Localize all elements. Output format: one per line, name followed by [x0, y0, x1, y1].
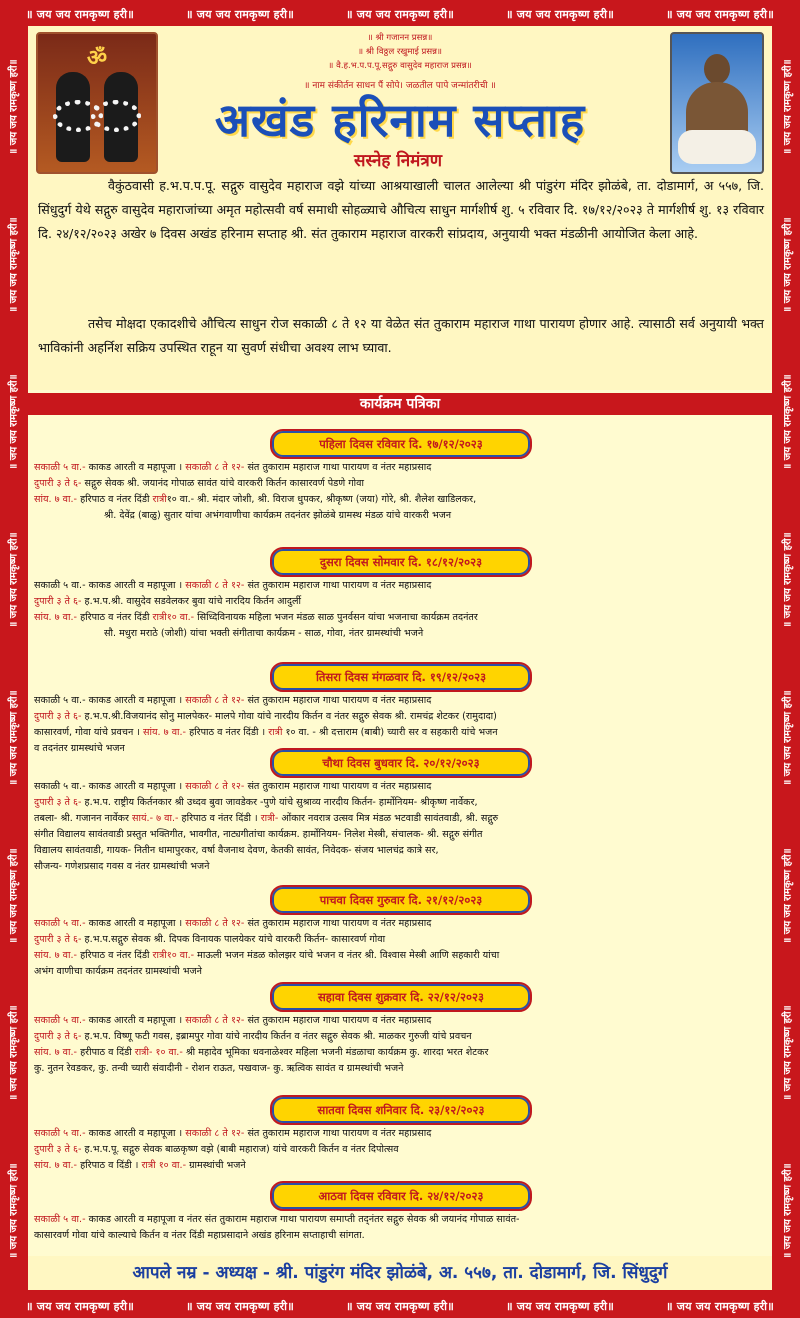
schedule-heading: कार्यक्रम पत्रिका — [28, 393, 772, 415]
schedule-line — [34, 1013, 770, 1029]
left-border-strip — [0, 28, 26, 1290]
event-text: संत तुकाराम महाराज गाथा पारायण व नंतर महाप्रसाद — [244, 462, 432, 473]
event-text: व तदनंतर ग्रामस्थांचे भजन — [34, 743, 125, 754]
time-label: सांय. ७ वा.- — [34, 494, 78, 505]
time-label: रात्री- — [260, 813, 279, 824]
event-text: ह.भ.प.श्री. वासुदेव सडवेलकर बुवा यांचे नारदिय किर्तन आदुर्ली — [81, 596, 301, 607]
event-text: ह.भ.प. विष्णू फटी गवस, इब्रामपुर गोवा यांचे नारदीय किर्तन व नंतर सद्गुरु सेवक श्री. माळकर गुरुजी यांचे प्रवचन — [81, 1031, 472, 1042]
border-chant: ॥ जय जय रामकृष्ण हरी॥ — [783, 1005, 795, 1101]
day-schedule — [34, 779, 770, 875]
border-chant: ॥ जय जय रामकृष्ण हरी॥ — [783, 848, 795, 944]
day-heading-pill: तिसरा दिवस मंगळवार दि. १९/१२/२०२३ — [270, 662, 532, 692]
page-title: अखंड हरिनाम सप्ताह — [214, 93, 586, 147]
time-label: दुपारी ३ ते ६- — [34, 797, 82, 808]
day-heading-pill: सहावा दिवस शुक्रवार दि. २२/१२/२०२३ — [270, 982, 532, 1012]
time-label: सकाळी ८ ते १२- — [185, 1128, 245, 1139]
event-text: कासारवर्ण, गोवा यांचे प्रवचन । — [34, 727, 144, 738]
schedule-line — [34, 693, 770, 709]
day-schedule — [34, 578, 770, 642]
guru-head — [704, 54, 730, 84]
blessing-line-1: ॥ श्री गजानन प्रसन्न॥ — [367, 33, 433, 43]
schedule-line — [34, 1228, 770, 1244]
time-label: रात्री१० वा.- — [152, 612, 195, 623]
day-heading-pill: दुसरा दिवस सोमवार दि. १८/१२/२०२३ — [270, 547, 532, 577]
header-section — [28, 26, 772, 390]
schedule-line — [34, 1061, 770, 1077]
time-label: सकाळी ८ ते १२- — [185, 462, 245, 473]
border-chant: ॥ जय जय रामकृष्ण हरी॥ — [783, 690, 795, 786]
border-chant: ॥ जय जय रामकृष्ण हरी॥ — [9, 532, 21, 628]
day-heading-pill: पाचवा दिवस गुरुवार दि. २१/१२/२०२३ — [270, 885, 532, 915]
event-text: हरिपाठ व नंतर दिंडी — [77, 494, 153, 505]
invitation-panel — [28, 26, 772, 1290]
time-label: सकाळी ८ ते १२- — [185, 695, 245, 706]
om-symbol: ॐ — [86, 46, 108, 71]
time-label: दुपारी ३ ते ६- — [34, 1031, 82, 1042]
schedule-line — [34, 508, 770, 524]
schedule-line — [34, 492, 770, 508]
time-label: दुपारी ३ ते ६- — [34, 596, 82, 607]
event-text: कासारवर्ण गोवा यांचे काल्याचे किर्तन व नंतर दिंडी महाप्रसादाने अखंड हरिनाम सप्ताहाची सांगता. — [34, 1230, 365, 1241]
border-chant: ॥ जय जय रामकृष्ण हरी॥ — [25, 1300, 135, 1313]
border-chant: ॥ जय जय रामकृष्ण हरी॥ — [185, 1300, 295, 1313]
time-label: दुपारी ३ ते ६- — [34, 711, 82, 722]
event-text: १० वा.- श्री. मंदार जोशी, श्री. विराज धुपकर, श्रीकृष्ण (जया) गोरे, श्री. शैलेश खाडिलकर, — [166, 494, 477, 505]
guru-cloth — [678, 130, 756, 164]
event-text: संत तुकाराम महाराज गाथा पारायण व नंतर महाप्रसाद — [244, 580, 432, 591]
event-text: काकड आरती व महापूजा । — [85, 1128, 186, 1139]
event-text: काकड आरती व महापूजा व नंतर संत तुकाराम महाराज गाथा पारायण समाप्ती तद्नंतर सद्गुरु सेवक श्री जयानंद गोपाळ सावंत- — [85, 1214, 520, 1225]
time-label: दुपारी ३ ते ६- — [34, 934, 82, 945]
schedule-line — [34, 1142, 770, 1158]
border-chant: ॥ जय जय रामकृष्ण हरी॥ — [9, 59, 21, 155]
blessing-line-3: ॥ वै.ह.भ.प.प.पू.सद्गुरु वासुदेव महाराज प्रसन्न॥ — [328, 61, 472, 71]
schedule-line — [34, 1158, 770, 1174]
border-chant: ॥ जय जय रामकृष्ण हरी॥ — [25, 8, 135, 21]
schedule-line — [34, 843, 770, 859]
schedule-line — [34, 610, 770, 626]
schedule-line — [34, 779, 770, 795]
event-text: काकड आरती व महापूजा । — [85, 580, 186, 591]
schedule-line — [34, 1212, 770, 1228]
event-text: श्री. देवेंद्र (बाळु) सुतार यांचा अभंगवाणीचा कार्यक्रम तदनंतर झोळंबे ग्रामस्थ मंडळ यांचे वारकरी भजन — [104, 510, 452, 521]
day-heading-pill: चौथा दिवस बुधवार दि. २०/१२/२०२३ — [270, 748, 532, 778]
time-label: रात्री १० वा.- — [141, 1160, 187, 1171]
schedule-line — [34, 932, 770, 948]
time-label: सकाळी ५ वा.- — [34, 1128, 86, 1139]
schedule-line — [34, 916, 770, 932]
event-text: काकड आरती व महापूजा । — [85, 781, 186, 792]
event-text: ओंकार नवरात्र उत्सव मित्र मंडळ भटवाडी सावंतवाडी, श्री. सद्गुरु — [278, 813, 499, 824]
time-label: सकाळी ८ ते १२- — [185, 781, 245, 792]
schedule-line — [34, 859, 770, 875]
schedule-line — [34, 1029, 770, 1045]
border-chant: ॥ जय जय रामकृष्ण हरी॥ — [783, 532, 795, 628]
event-text: हरिपाठ व नंतर दिंडी । — [186, 727, 269, 738]
time-label: सकाळी ५ वा.- — [34, 1015, 86, 1026]
border-chant: ॥ जय जय रामकृष्ण हरी॥ — [783, 374, 795, 470]
border-chant: ॥ जय जय रामकृष्ण हरी॥ — [783, 217, 795, 313]
bottom-border-strip — [0, 1299, 800, 1314]
event-text: ह.भ.प.श्री.विजयानंद सोनु मालपेकर- मालपे गोवा यांचे नारदीय किर्तन व नंतर सद्गुरु सेवक श्री. रामचंद्र शेटकर (रामुदादा) — [81, 711, 497, 722]
border-chant: ॥ जय जय रामकृष्ण हरी॥ — [9, 217, 21, 313]
right-border-strip — [774, 28, 800, 1290]
schedule-line — [34, 578, 770, 594]
schedule-line — [34, 1045, 770, 1061]
border-chant: ॥ जय जय रामकृष्ण हरी॥ — [9, 1005, 21, 1101]
border-chant: ॥ जय जय रामकृष्ण हरी॥ — [9, 848, 21, 944]
time-label: सकाळी ५ वा.- — [34, 462, 86, 473]
schedule-line — [34, 795, 770, 811]
border-chant: ॥ जय जय रामकृष्ण हरी॥ — [185, 8, 295, 21]
blessing-line-2: ॥ श्री विठ्ठल रखुमाई प्रसन्न॥ — [357, 47, 443, 57]
event-text: संगीत विद्यालय सावंतवाडी प्रस्तुत भक्तिगीत, भावगीत, नाट्यगीतांचा कार्यक्रम. हार्मोनियम- निलेश मेस्त्री, संचालक- श्री. सद्गुरु संगीत — [34, 829, 483, 840]
border-chant: ॥ जय जय रामकृष्ण हरी॥ — [783, 59, 795, 155]
garland-decoration — [91, 100, 141, 132]
event-text: हरिपाठ व नंतर दिंडी — [77, 950, 153, 961]
event-text: सौजन्य- गणेशप्रसाद गवस व नंतर ग्रामस्थांची भजने — [34, 861, 210, 872]
event-text: सकाळी ५ वा.- — [34, 695, 86, 706]
schedule-line — [34, 827, 770, 843]
event-text: सद्गुरु सेवक श्री. जयानंद गोपाळ सावंत यांचे वारकरी किर्तन कासारवर्ण पेडणे गोवा — [81, 478, 364, 489]
event-text: तबला- श्री. गजानन नार्वेकर — [34, 813, 133, 824]
schedule-line — [34, 626, 770, 642]
day-schedule — [34, 1212, 770, 1244]
border-chant: ॥ जय जय रामकृष्ण हरी॥ — [505, 8, 615, 21]
event-text: सिध्दिविनायक महिला भजन मंडळ साळ पुनर्वसन यांचा भजनाचा कार्यक्रम तदनंतर — [194, 612, 478, 623]
schedule-line — [34, 964, 770, 980]
schedule-line — [34, 594, 770, 610]
top-border-strip — [0, 7, 800, 22]
schedule-line — [34, 709, 770, 725]
border-chant: ॥ जय जय रामकृष्ण हरी॥ — [9, 1163, 21, 1259]
event-text: १० वा. - श्री दत्ताराम (बाबी) च्यारी सर व सहकारी यांचे भजन — [282, 727, 498, 738]
border-chant: ॥ जय जय रामकृष्ण हरी॥ — [505, 1300, 615, 1313]
intro-paragraph-2: तसेच मोक्षदा एकादशीचे औचित्य साधुन रोज सकाळी ८ ते १२ या वेळेत संत तुकाराम महाराज गाथा पारायण होणार आहे. त्यासाठी सर्व अनुयायी भक्त भाविकांनी अहर्निश सक्रिय उपस्थित राहून या सुवर्ण संधीचा अवश्य लाभ घ्यावा. — [38, 316, 764, 355]
border-chant: ॥ जय जय रामकृष्ण हरी॥ — [345, 1300, 455, 1313]
event-text: हरिपाठ व नंतर दिंडी । — [178, 813, 261, 824]
time-label: सकाळी ५ वा.- — [34, 918, 86, 929]
event-text: हरिपाठ व नंतर दिंडी — [77, 612, 153, 623]
day-schedule — [34, 916, 770, 980]
event-text: ह.भ.प. राष्ट्रीय किर्तनकार श्री उध्दव बुवा जावडेकर -पुणे यांचे सुश्राव्य नारदीय किर्तन- हार्मोनियम- श्रीकृष्ण नार्वेकर, — [81, 797, 478, 808]
schedule-line — [34, 1126, 770, 1142]
time-label: सकाळी ८ ते १२- — [185, 1015, 245, 1026]
event-text: माऊली भजन मंडळ कोलझर यांचे भजन व नंतर श्री. विश्वास मेस्त्री आणि सहकारी यांचा — [194, 950, 500, 961]
event-text: काकड आरती व महापूजा । — [85, 695, 186, 706]
day-schedule — [34, 1013, 770, 1077]
border-chant: ॥ जय जय रामकृष्ण हरी॥ — [665, 1300, 775, 1313]
event-text: ह.भ.प.पू. सद्गुरु सेवक बाळकृष्ण वझे (बाबी महाराज) यांचे वारकरी किर्तन व नंतर दिपोत्सव — [81, 1144, 399, 1155]
time-label: सकाळी ५ वा.- — [34, 1214, 86, 1225]
event-text: संत तुकाराम महाराज गाथा पारायण व नंतर महाप्रसाद — [244, 695, 432, 706]
guru-photo — [670, 32, 764, 174]
event-text: संत तुकाराम महाराज गाथा पारायण व नंतर महाप्रसाद — [244, 1128, 432, 1139]
event-text: काकड आरती व महापूजा । — [85, 1015, 186, 1026]
event-text: श्री महादेव भूमिका धवनाळेश्वर महिला भजनी मंडळाचा कार्यक्रम कु. शारदा भरत शेटकर — [182, 1047, 489, 1058]
deity-photo — [36, 32, 158, 174]
time-label: सांय. ७ वा.- — [34, 612, 78, 623]
schedule-line — [34, 476, 770, 492]
event-text: अभंग वाणीचा कार्यक्रम तदनंतर ग्रामस्थांची भजने — [34, 966, 202, 977]
intro-paragraph-1: वैकुंठवासी ह.भ.प.प.पू. सद्गुरु वासुदेव महाराज वझे यांच्या आश्रयाखाली चालत आलेल्या श्री पांडुरंग मंदिर झोळंबे, ता. दोडामार्ग, अ ५५७, जि. सिंधुदुर्ग येथे सद्गुरु वासुदेव महाराजांच्या अमृत महोत्सवी वर्ष समाधी सोहळ्याचे औचित्य साधुन मार्गशीर्ष शु. ५ रविवार दि. १७/१२/२०२३ ते मार्गशीर्ष शु. १३ रविवार दि. २४/१२/२०२३ अखेर ७ दिवस अखंड हरिनाम सप्ताह श्री. संत तुकाराम महाराज वारकरी सांप्रदाय, अनुयायी भक्त मंडळीनी आयोजित केला आहे. — [38, 178, 764, 241]
event-text: संत तुकाराम महाराज गाथा पारायण व नंतर महाप्रसाद — [244, 781, 432, 792]
footer-signature: आपले नम्र - अध्यक्ष - श्री. पांडुरंग मंदिर झोळंबे, अ. ५५७, ता. दोडामार्ग, जि. सिंधुदुर्ग — [28, 1256, 772, 1290]
border-chant: ॥ जय जय रामकृष्ण हरी॥ — [783, 1163, 795, 1259]
event-text: हरिपाठ व दिंडी । — [77, 1160, 142, 1171]
schedule-line — [34, 725, 770, 741]
time-label: सांय. ७ वा.- — [143, 727, 187, 738]
time-label: रात्री — [152, 494, 167, 505]
time-label: सांय. ७ वा.- — [34, 950, 78, 961]
border-chant: ॥ जय जय रामकृष्ण हरी॥ — [665, 8, 775, 21]
time-label: सकाळी ८ ते १२- — [185, 580, 245, 591]
event-text: सौ. मधुरा मराठे (जोशी) यांचा भक्ती संगीताचा कार्यक्रम - साळ, गोवा, नंतर ग्रामस्थांची भजने — [104, 628, 424, 639]
time-label: सकाळी ८ ते १२- — [185, 918, 245, 929]
time-label: सांय. ७ वा.- — [34, 1160, 78, 1171]
event-text: ग्रामस्थांची भजने — [186, 1160, 246, 1171]
event-text: संत तुकाराम महाराज गाथा पारायण व नंतर महाप्रसाद — [244, 1015, 432, 1026]
time-label: रात्री१० वा.- — [152, 950, 195, 961]
border-chant: ॥ जय जय रामकृष्ण हरी॥ — [9, 374, 21, 470]
day-schedule — [34, 1126, 770, 1174]
day-heading-pill: आठवा दिवस रविवार दि. २४/१२/२०२३ — [270, 1181, 532, 1211]
border-chant: ॥ जय जय रामकृष्ण हरी॥ — [9, 690, 21, 786]
event-text: काकड आरती व महापूजा । — [85, 462, 186, 473]
event-text: काकड आरती व महापूजा । — [85, 918, 186, 929]
schedule-line — [34, 948, 770, 964]
event-text: विद्यालय सावंतवाडी, गायक- नितीन धामापुरकर, वर्षा वैजनाथ देवण, केतकी सावंत, निवेदक- संजय भालचंद्र कात्रे सर, — [34, 845, 439, 856]
time-label: दुपारी ३ ते ६- — [34, 478, 82, 489]
event-text: संत तुकाराम महाराज गाथा पारायण व नंतर महाप्रसाद — [244, 918, 432, 929]
schedule-line — [34, 811, 770, 827]
time-label: सायं.- ७ वा.- — [132, 813, 179, 824]
blessing-verse: ॥ नाम संकीर्तन साधन पैं सोपे। जळतील पापे जन्मांतरीची ॥ — [304, 81, 496, 91]
time-label: दुपारी ३ ते ६- — [34, 1144, 82, 1155]
day-heading-pill: पहिला दिवस रविवार दि. १७/१२/२०२३ — [270, 429, 532, 459]
invitation-subtitle: सस्नेह निमंत्रण — [353, 151, 443, 171]
time-label: रात्री- १० वा.- — [134, 1047, 183, 1058]
event-text: ह.भ.प.सद्गुरु सेवक श्री. दिपक विनायक पालयेकर यांचे वारकरी किर्तन- कासारवर्ण गोवा — [81, 934, 386, 945]
schedule-line — [34, 460, 770, 476]
event-text: सकाळी ५ वा.- — [34, 580, 86, 591]
day-schedule — [34, 460, 770, 524]
event-text: कु. नुतन रेवडकर, कु. तन्वी च्यारी संवादीनी - रोशन राऊत, पखवाज- कु. ऋत्विक सावंत व ग्रामस्थांची भजने — [34, 1063, 404, 1074]
time-label: रात्री — [268, 727, 283, 738]
border-chant: ॥ जय जय रामकृष्ण हरी॥ — [345, 8, 455, 21]
time-label: सांय. ७ वा.- — [34, 1047, 78, 1058]
event-text: सकाळी ५ वा.- — [34, 781, 86, 792]
day-heading-pill: सातवा दिवस शनिवार दि. २३/१२/२०२३ — [270, 1095, 532, 1125]
event-text: हरीपाठ व दिंडी — [77, 1047, 135, 1058]
